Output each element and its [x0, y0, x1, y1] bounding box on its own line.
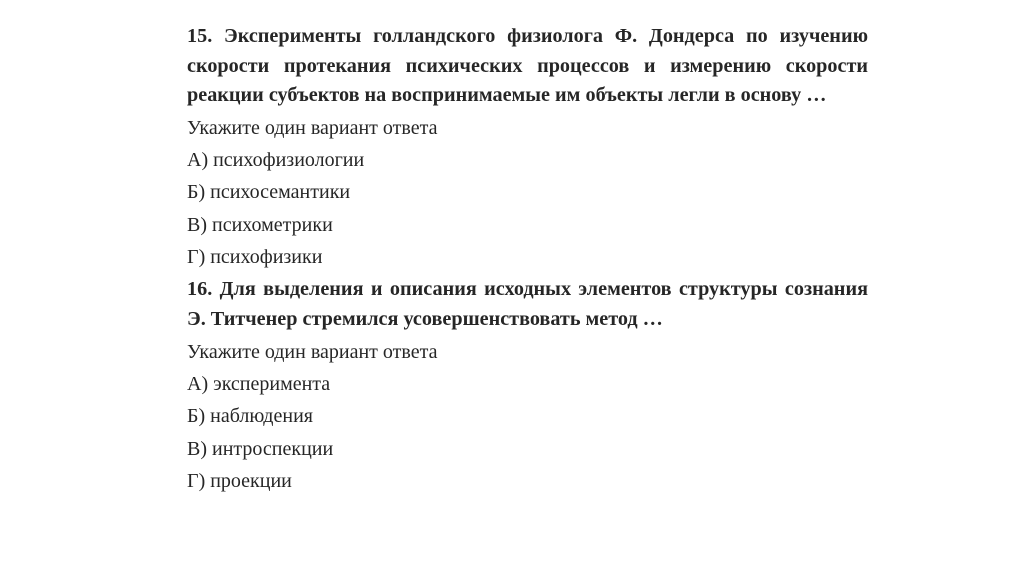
question-15-option-c[interactable]: В) психометрики	[187, 214, 333, 236]
question-16-instruction: Укажите один вариант ответа	[187, 341, 438, 363]
question-16-text: 16. Для выделения и описания исходных элементов структуры сознания Э. Титченер стремился усовершенствовать метод …	[187, 278, 868, 330]
question-15-option-a[interactable]: А) психофизиологии	[187, 149, 365, 171]
question-16-option-c[interactable]: В) интроспекции	[187, 438, 334, 460]
question-16-option-d[interactable]: Г) проекции	[187, 470, 292, 492]
question-15-text: 15. Эксперименты голландского физиолога Ф. Дондерса по изучению скорости протекания психических процессов и измерению скорости реакции субъектов на воспринимаемые им объекты легли в основу …	[187, 25, 868, 106]
question-15-option-d[interactable]: Г) психофизики	[187, 246, 323, 268]
question-16-option-a[interactable]: А) эксперимента	[187, 373, 331, 395]
question-15-option-b[interactable]: Б) психосемантики	[187, 181, 351, 203]
question-16-option-b[interactable]: Б) наблюдения	[187, 405, 313, 427]
question-15-instruction: Укажите один вариант ответа	[187, 117, 438, 139]
